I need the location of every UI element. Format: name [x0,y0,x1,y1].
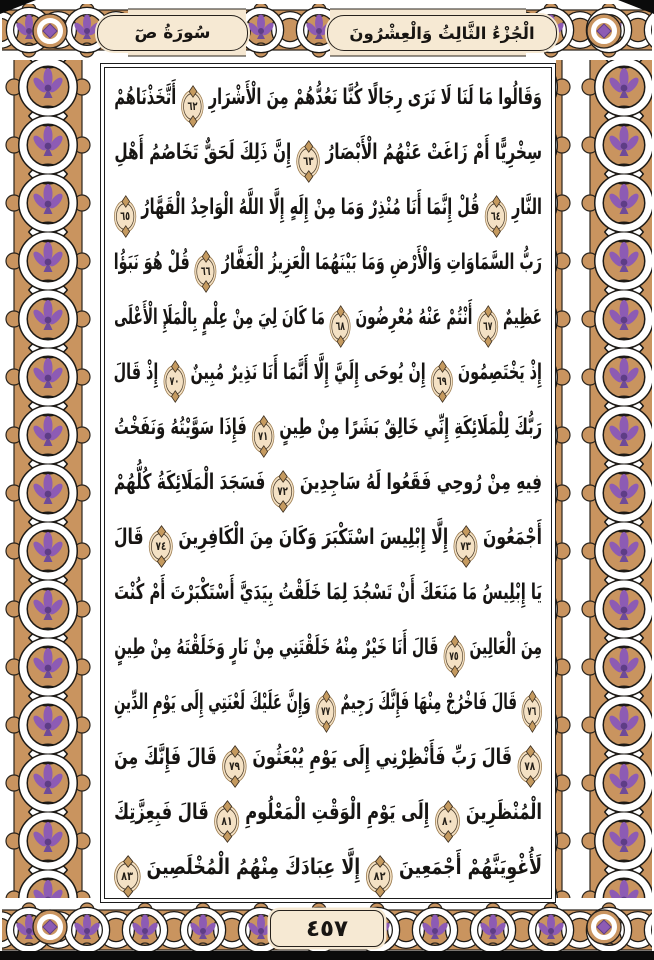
ayah-marker: ٧١ [254,423,272,450]
ayah-text: قَالَ فَإِنَّكَ مِنَ [114,745,217,770]
ayah-text: وَإِنَّ عَلَيْكَ لَعْنَتِي إِلَى يَوْمِ الدِّينِ [114,690,311,715]
ayah-marker: ٧٠ [165,368,183,395]
quran-line [120,181,542,235]
ayah-text: إِذْ قَالَ [113,360,159,385]
quran-line [113,236,542,290]
quran-line [113,346,542,400]
ayah-text: النَّارِ [511,195,542,220]
quran-line [114,786,542,840]
ayah-marker: ٨٢ [369,863,391,890]
ayah-marker: ٨٠ [437,808,457,835]
quran-lines [114,71,542,895]
ayah-marker: ٧٣ [456,533,476,560]
ayah-text: الْمُنْظَرِينَ [465,800,542,825]
ayah-marker: ٧٤ [151,533,171,560]
ayah-text: قَالَ فَاخْرُجْ مِنْهَا فَإِنَّكَ رَجِيمٌ [340,690,517,715]
ayah-text: إِنَّ ذَلِكَ لَحَقٌّ تَخَاصُمُ أَهْلِ [114,140,292,165]
ayah-text: رَبُّ السَّمَاوَاتِ وَالْأَرْضِ وَمَا بَيْنَهُمَا الْعَزِيزُ الْغَفَّارُ [221,250,542,275]
surah-label: سُورَةُ صٓ [134,23,211,43]
ayah-marker: ٧٥ [445,643,462,670]
text-frame-inner [104,67,552,899]
quran-line [114,401,542,455]
ayah-text: أَجْمَعُونَ [483,525,542,550]
ayah-text: أَتَّخَذْنَاهُمْ [114,85,177,110]
ayah-text: فِيهِ مِنْ رُوحِي فَقَعُوا لَهُ سَاجِدِينَ [299,470,542,495]
ayah-marker: ٨١ [217,808,237,835]
ayah-marker: ٧٧ [317,698,334,725]
quran-line [113,511,542,565]
ayah-text: رَبُّكَ لِلْمَلَائِكَةِ إِنِّي خَالِقٌ بَشَرًا مِنْ طِينٍ [279,415,542,440]
ayah-marker: ٦٣ [299,148,318,175]
ayah-text: أَنْتُمْ عَنْهُ مُعْرِضُونَ [355,305,473,330]
ayah-text: سِخْرِيًّا أَمْ زَاغَتْ عَنْهُمُ الْأَبْصَارُ [325,140,542,165]
juz-label: الْجُزْءُ الثَّالِثُ وَالْعِشْرُونَ [349,23,535,43]
ayah-text: قُلْ هُوَ نَبَؤُا [113,250,190,275]
quran-line [114,126,542,180]
ayah-text: قَالَ أَنَا خَيْرٌ مِنْهُ خَلَقْتَنِي مِنْ نَارٍ وَخَلَقْتَهُ مِنْ طِينٍ [114,635,439,660]
ayah-text: لَأُغْوِيَنَّهُمْ أَجْمَعِينَ [398,855,542,880]
quran-line [121,841,542,895]
quran-line [113,456,542,510]
ayah-marker: ٦٤ [487,203,505,230]
ayah-marker: ٨٣ [116,863,138,890]
ayah-text: قَالَ رَبِّ فَأَنْظِرْنِي إِلَى يَوْمِ يُبْعَثُونَ [252,745,513,770]
ayah-marker: ٧٢ [273,478,292,505]
ayah-text: إِلَى يَوْمِ الْوَقْتِ الْمَعْلُومِ [245,800,430,825]
quran-line [114,621,542,675]
quran-line [114,566,543,620]
ayah-marker: ٧٩ [225,753,245,780]
page-number: ٤٥٧ [305,915,349,942]
ayah-marker: ٧٨ [520,753,540,780]
ayah-text: قَالَ [113,525,144,550]
ayah-text: يَا إِبْلِيسُ مَا مَنَعَكَ أَنْ تَسْجُدَ لِمَا خَلَقْتُ بِيَدَيَّ أَسْتَكْبَرْتَ أَمْ كُنْتَ [114,580,543,605]
ayah-text: إِلَّا إِبْلِيسَ اسْتَكْبَرَ وَكَانَ مِنَ الْكَافِرِينَ [178,525,449,550]
ayah-marker: ٦٨ [332,313,349,340]
ayah-text: إِذْ يَخْتَصِمُونَ [457,360,542,385]
quran-line [114,731,542,785]
ayah-marker: ٦٧ [479,313,496,340]
ayah-text: إِنْ يُوحَى إِلَيَّ إِلَّا أَنَّمَا أَنَا نَذِيرٌ مُبِينٌ [190,360,426,385]
ayah-text: فَسَجَدَ الْمَلَائِكَةُ كُلُّهُمْ [113,470,266,495]
surah-cartouche [97,15,248,51]
ayah-marker: ٧٦ [523,698,540,725]
ayah-text: مَا كَانَ لِيَ مِنْ عِلْمٍ بِالْمَلَإِ الْأَعْلَى [114,305,325,330]
ayah-text: فَإِذَا سَوَّيْتُهُ وَنَفَخْتُ [114,415,247,440]
page-number-cartouche [270,910,384,947]
ayah-marker: ٦٢ [183,93,201,120]
ayah-text: قَالَ فَبِعِزَّتِكَ [114,800,209,825]
text-frame [100,63,556,903]
ayah-text: وَقَالُوا مَا لَنَا لَا نَرَى رِجَالًا كُنَّا نَعُدُّهُمْ مِنَ الْأَشْرَارِ [208,85,542,110]
ayah-text: قُلْ إِنَّمَا أَنَا مُنْذِرٌ وَمَا مِنْ إِلَهٍ إِلَّا اللَّهُ الْوَاحِدُ الْقَهَّارُ [141,195,480,220]
ayah-text: مِنَ الْعَالِينَ [469,635,542,660]
ayah-text: إِلَّا عِبَادَكَ مِنْهُمُ الْمُخْلَصِينَ [146,855,361,880]
ayah-marker: ٦٩ [433,368,451,395]
quran-line [114,291,542,345]
quran-line [114,676,542,730]
ayah-text: عَظِيمٌ [503,305,542,330]
quran-line [114,71,542,125]
ayah-marker: ٦٥ [116,203,134,230]
ayah-marker: ٦٦ [197,258,215,285]
juz-cartouche [327,15,557,51]
